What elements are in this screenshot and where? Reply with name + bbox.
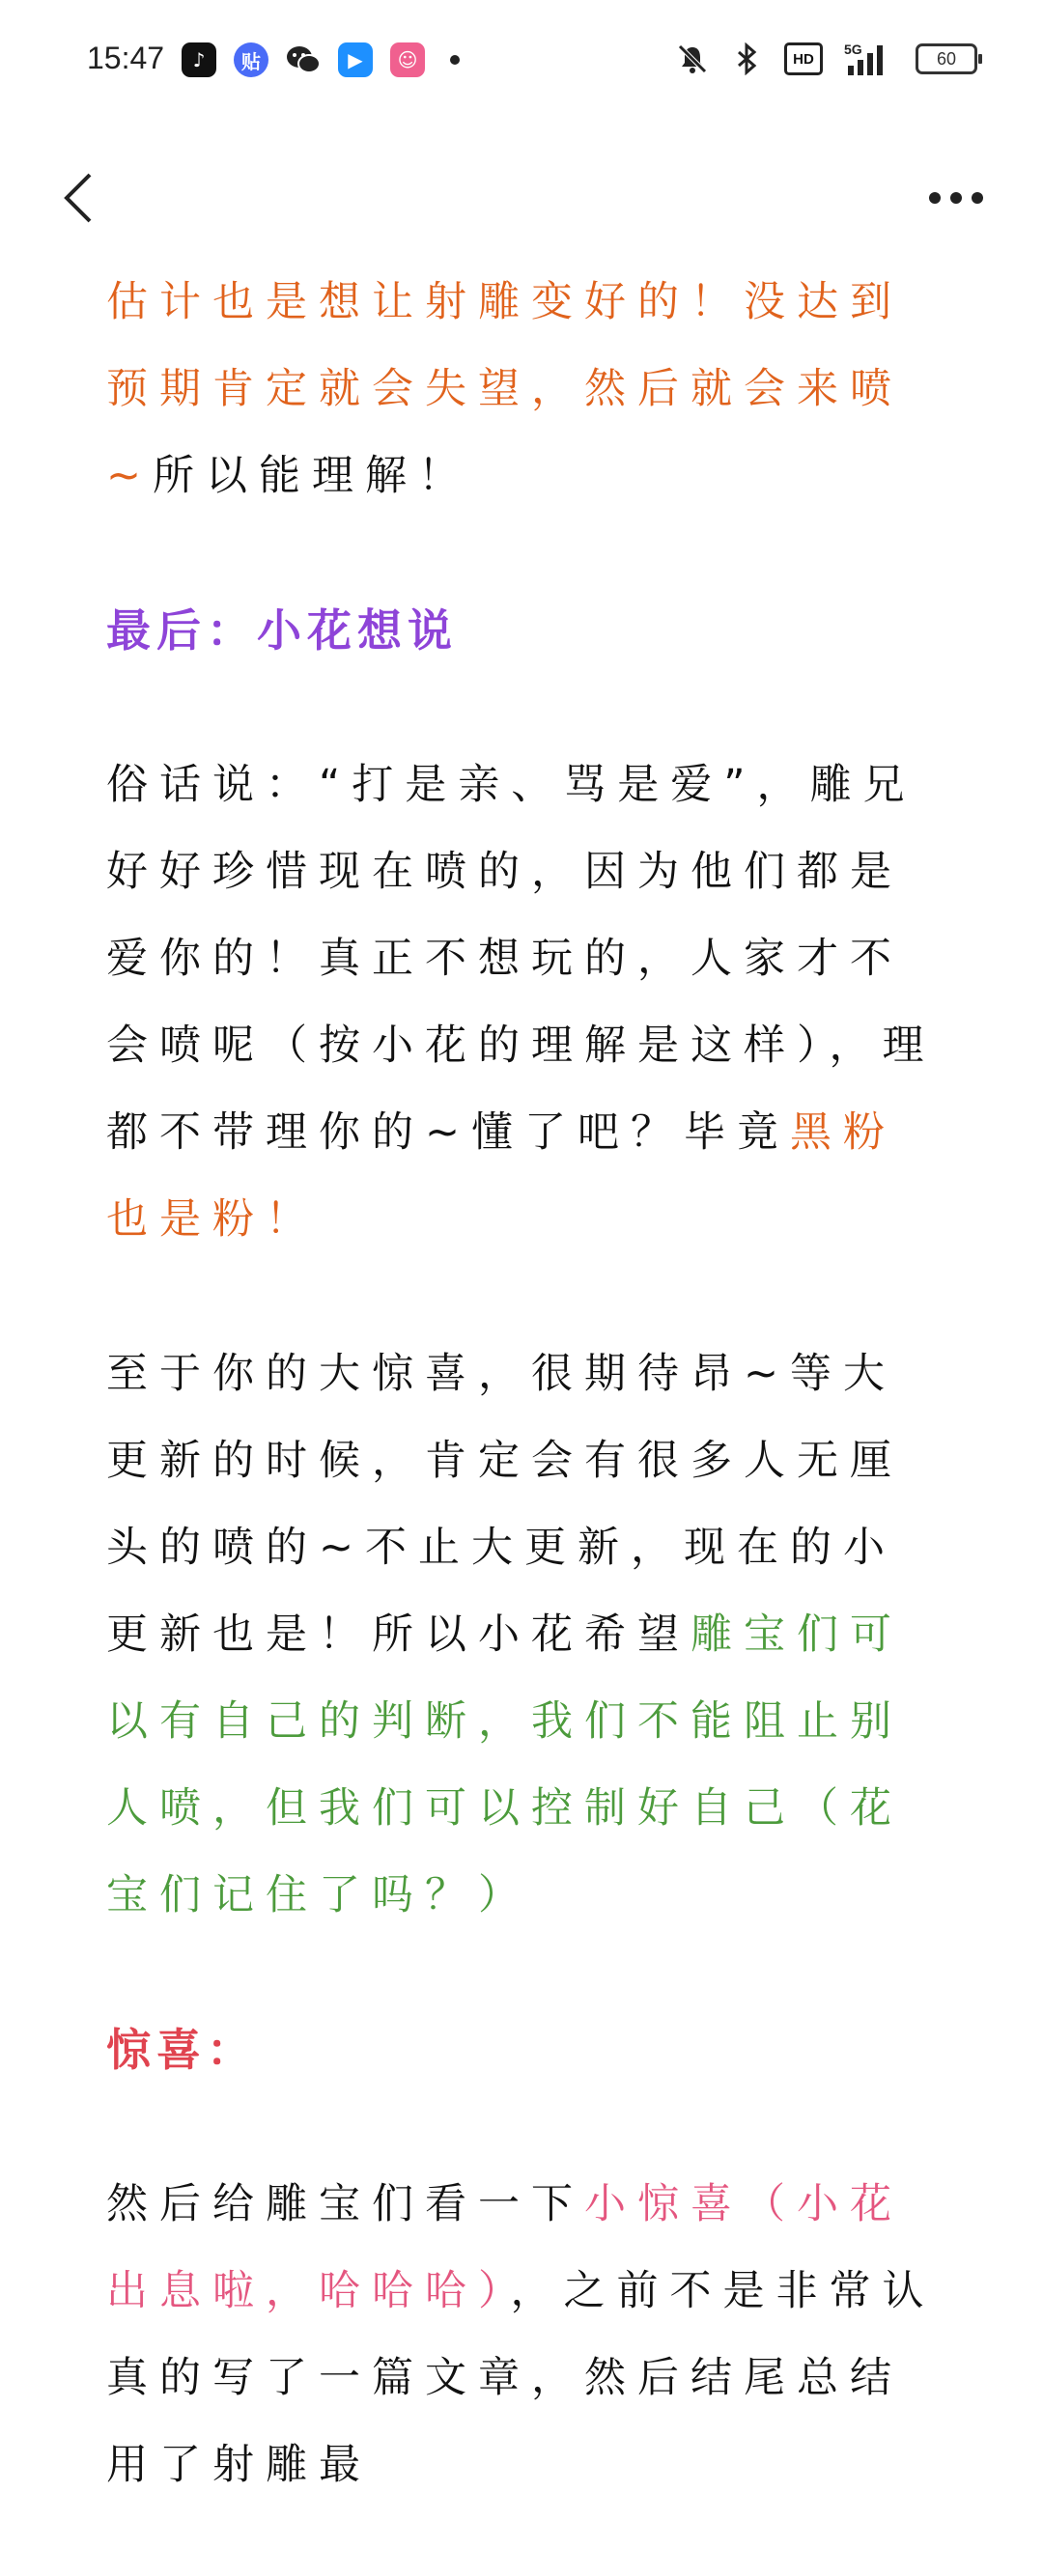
chevron-left-icon (61, 171, 94, 225)
paragraph-4 (106, 2161, 937, 2508)
section-heading-surprise: 惊喜： (106, 2024, 257, 2076)
douyin-icon: ♪ (182, 42, 216, 77)
paragraph-1 (106, 259, 937, 519)
back-button[interactable] (48, 164, 106, 232)
mute-bell-icon (676, 42, 709, 75)
dot-icon (972, 192, 983, 204)
paragraph-text: 然后给雕宝们看一下 (106, 2180, 584, 2228)
paragraph-text: 所以能理解！ (153, 452, 472, 500)
system-icons (676, 41, 977, 77)
more-notifications-dot-icon (450, 55, 460, 65)
battery-icon: 60 (916, 43, 977, 74)
paragraph-text: ，之前不是非常认真的写了一篇文章，然后结尾总结用了射雕最 (106, 2267, 936, 2489)
highlight-orange: 估计也是想让射雕变好的！没达到预期肯定就会失望，然后就会来喷~ (106, 278, 903, 500)
paragraph-2 (106, 742, 937, 1263)
status-time: 15:47 (87, 41, 165, 75)
tieba-icon: 贴 (234, 42, 268, 77)
paragraph-text: 至于你的大惊喜，很期待昂~等大更新的时候，肯定会有很多人无厘头的喷的~不止大更新，现在的小更新也是！所以小花希望 (106, 1350, 903, 1659)
signal-5g-icon (844, 41, 894, 77)
pink-app-icon: ☺ (390, 42, 425, 77)
nav-bar (0, 145, 1043, 251)
bilibili-play-icon: ▶ (338, 42, 373, 77)
svg-text:5G: 5G (844, 42, 862, 57)
highlight-green: 雕宝们可以有自己的判断，我们不能阻止别人喷，但我们可以控制好自己（花宝们记住了吗？） (106, 1610, 903, 1919)
paragraph-text: 俗话说：“打是亲、骂是爱”，雕兄好好珍惜现在喷的，因为他们都是爱你的！真正不想玩的，人家才不会喷呢（按小花的理解是这样），理都不带理你的~懂了吧？毕竟 (106, 761, 936, 1157)
paragraph-3 (106, 1330, 937, 1939)
hd-voice-icon: HD (784, 42, 823, 75)
notification-app-icons (182, 42, 460, 77)
wechat-icon (286, 42, 321, 77)
section-heading-final: 最后：小花想说 (106, 604, 458, 657)
dot-icon (929, 192, 941, 204)
highlight-orange: 黑粉也是粉！ (106, 1108, 897, 1244)
status-bar (0, 0, 1043, 121)
bluetooth-icon (730, 42, 763, 75)
more-options-button[interactable] (917, 174, 995, 222)
dot-icon (950, 192, 962, 204)
highlight-pink: 小惊喜（小花出息啦，哈哈哈） (106, 2180, 903, 2315)
article-body (106, 259, 937, 2576)
